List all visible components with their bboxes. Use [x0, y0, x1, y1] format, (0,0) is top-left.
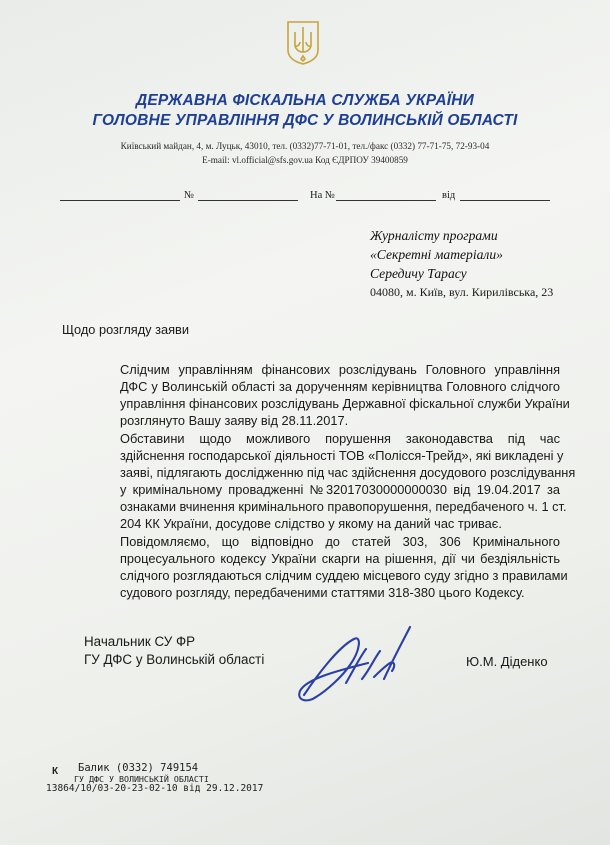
- incoming-number-label: На №: [310, 190, 335, 201]
- body-line: слідчого розглядаються слідчим суддею місцевого суду згідно з правилами: [120, 568, 568, 583]
- body-line: Повідомляємо, що відповідно до статей 303, 306 Кримінального: [120, 534, 560, 549]
- signer-position: Начальник СУ ФР: [84, 634, 196, 649]
- reference-line: [60, 190, 560, 204]
- body-line: ознаками вчинення кримінального правопорушення, передбаченого ч. 1 ст.: [120, 499, 567, 514]
- body-line: у кримінальному провадженні №32017030000000030 від 19.04.2017 за: [120, 482, 560, 497]
- registration-stamp-org: ГУ ДФС У ВОЛИНСЬКІЙ ОБЛАСТІ: [74, 774, 209, 784]
- incoming-date-blank: [460, 200, 550, 201]
- body-line: ДФС у Волинській області за дорученням керівництва Головного слідчого: [120, 379, 560, 394]
- incoming-number-blank: [336, 200, 436, 201]
- body-line: Обставини щодо можливого порушення законодавства під час: [120, 431, 560, 446]
- organization-subtitle: ГОЛОВНЕ УПРАВЛІННЯ ДФС У ВОЛИНСЬКІЙ ОБЛАСТІ: [92, 112, 518, 129]
- outgoing-number-blank: [60, 200, 180, 201]
- number-label: №: [184, 190, 195, 201]
- registration-number: 13864/10/03-20-23-02-10 від 29.12.2017: [46, 783, 264, 794]
- body-line: 204 КК України, досудове слідство у якому на даний час триває.: [120, 516, 502, 531]
- executor-info: Балик (0332) 749154: [78, 762, 199, 774]
- trident-coat-of-arms-icon: [286, 20, 320, 66]
- organization-address: Київський майдан, 4, м. Луцьк, 43010, тел. (0332)77-71-01, тел./факс (0332) 77-71-75, 72-93-04: [120, 141, 490, 151]
- body-line: процесуального кодексу України скарги на рішення, дії чи бездіяльність: [120, 551, 560, 566]
- letter-subject: Щодо розгляду заяви: [62, 322, 189, 337]
- recipient-position: Журналісту програми: [370, 228, 498, 243]
- body-line: заяві, підлягають дослідженню під час здійснення досудового розслідування: [120, 465, 576, 480]
- recipient-address: 04080, м. Київ, вул. Кирилівська, 23: [370, 285, 554, 299]
- signer-name: Ю.М. Діденко: [466, 654, 548, 669]
- body-line: здійснення господарської діяльності ТОВ «Полісся-Трейд», які викладені у: [120, 448, 564, 463]
- recipient-program: «Секретні матеріали»: [370, 247, 503, 262]
- date-label: від: [442, 190, 456, 201]
- organization-contacts: E-mail: vl.official@sfs.gov.ua Код ЄДРПОУ 39400859: [202, 155, 408, 165]
- handwritten-signature: [276, 617, 426, 709]
- organization-title: ДЕРЖАВНА ФІСКАЛЬНА СЛУЖБА УКРАЇНИ: [136, 92, 474, 109]
- body-line: судового розгляду, передбаченими статтями 318-380 цього Кодексу.: [120, 585, 525, 600]
- body-line: розглянуто Вашу заяву від 28.11.2017.: [120, 413, 349, 428]
- footer-mark: К: [52, 766, 59, 777]
- body-line: Слідчим управлінням фінансових розслідувань Головного управління: [120, 362, 560, 377]
- outgoing-date-blank: [198, 200, 298, 201]
- recipient-name: Середичу Тарасу: [370, 266, 467, 281]
- body-line: управління фінансових розслідувань Державної фіскальної служби України: [120, 396, 570, 411]
- signer-department: ГУ ДФС у Волинській області: [84, 652, 265, 667]
